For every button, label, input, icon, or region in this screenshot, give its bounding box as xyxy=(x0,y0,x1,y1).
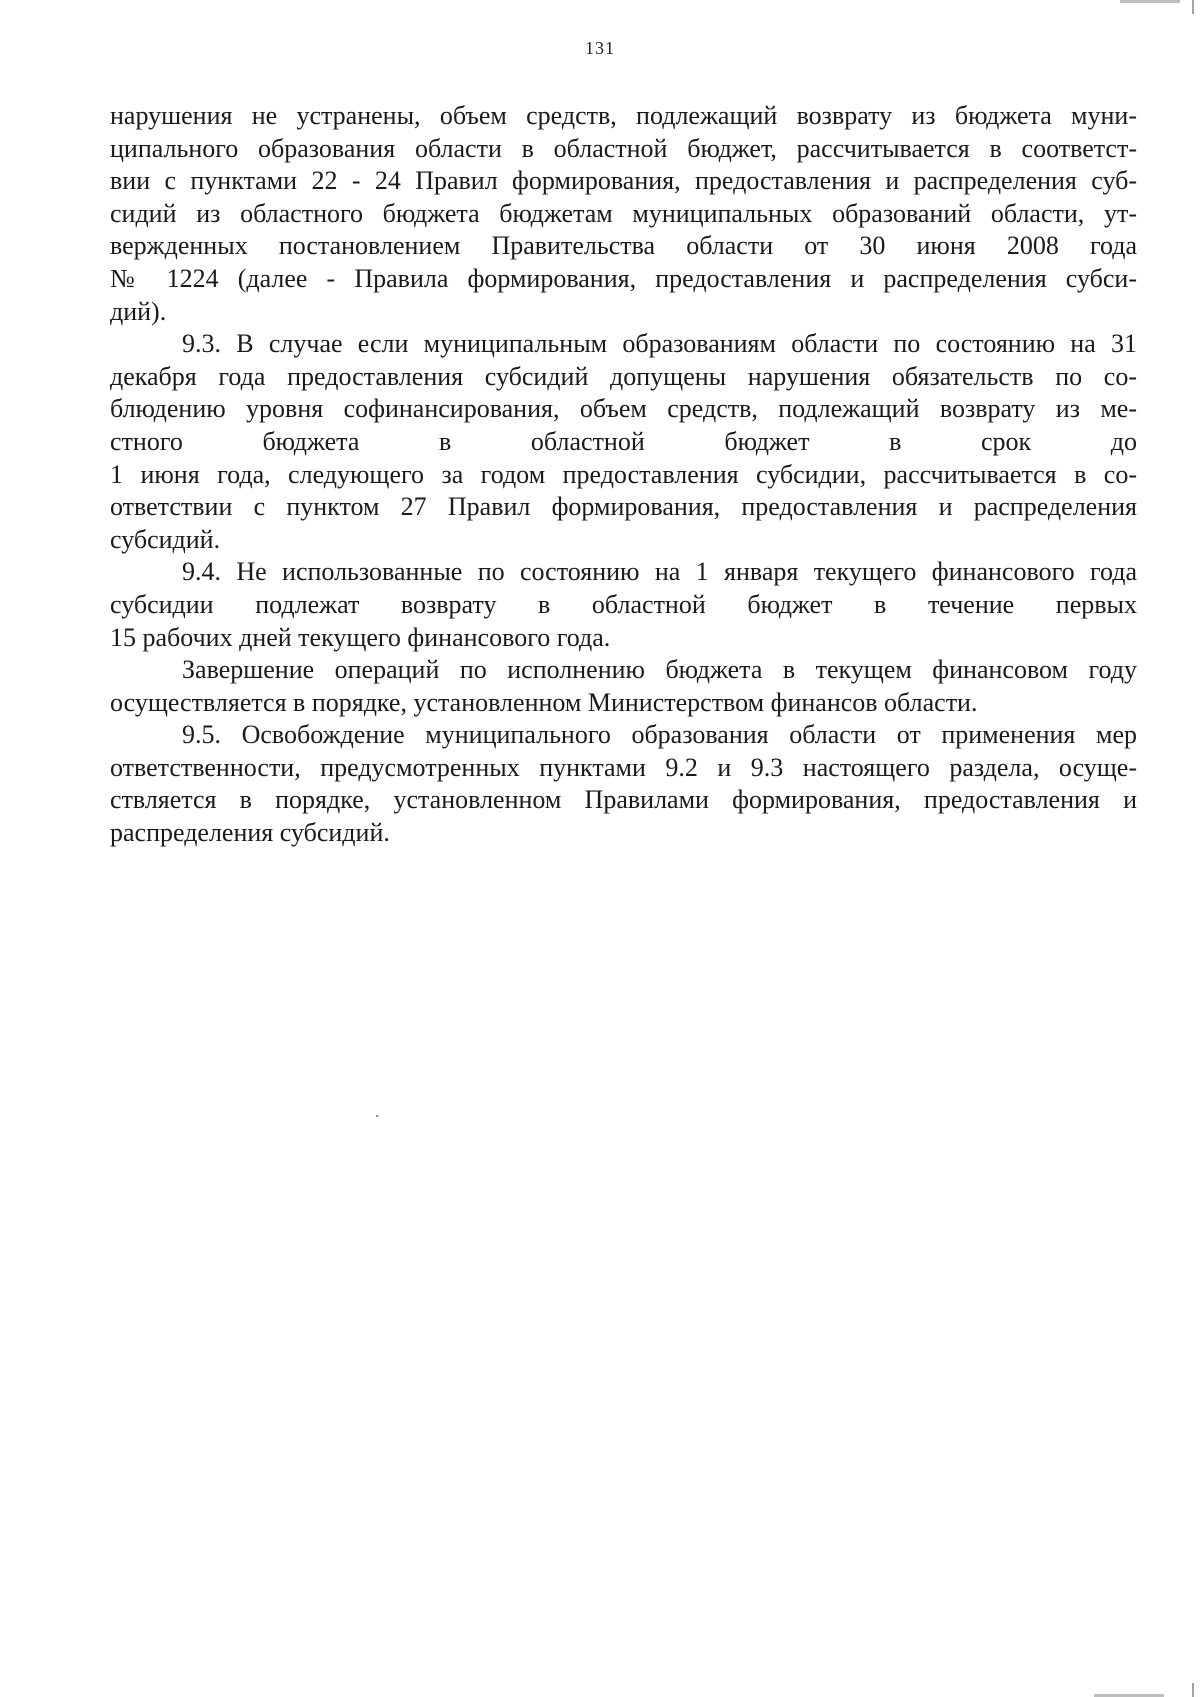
text-line: ствляется в порядке, установленном Правилами формирования, предоставления и xyxy=(110,785,1137,815)
text-line: 9.5. Освобождение муниципального образования области от применения мер xyxy=(182,720,1137,750)
text-line: сидий из областного бюджета бюджетам муниципальных образований области, ут- xyxy=(110,198,1137,228)
paragraph-continuation xyxy=(110,100,1137,328)
text-line: осуществляется в порядке, установленном Министерством финансов области. xyxy=(110,687,978,717)
text-line: ответственности, предусмотренных пунктами 9.2 и 9.3 настоящего раздела, осуще- xyxy=(110,752,1137,782)
scan-artifact-top-tick xyxy=(1192,0,1194,14)
text-line: субсидий. xyxy=(110,524,221,554)
text-line: № 1224 (далее - Правила формирования, предоставления и распределения субси- xyxy=(110,263,1137,293)
paragraph-9-3 xyxy=(110,328,1137,556)
scan-artifact-top xyxy=(1120,0,1180,3)
text-line: стного бюджета в областной бюджет в срок до xyxy=(110,426,1137,456)
scan-artifact-dot xyxy=(376,1115,378,1117)
paragraph-9-4 xyxy=(110,556,1137,654)
paragraph-9-5 xyxy=(110,719,1137,849)
text-line: дий). xyxy=(110,296,167,326)
text-line: Завершение операций по исполнению бюджета в текущем финансовом году xyxy=(182,655,1137,685)
text-line: вии с пунктами 22 - 24 Правил формирования, предоставления и распределения суб- xyxy=(110,166,1137,196)
text-line: субсидии подлежат возврату в областной бюджет в течение первых xyxy=(110,589,1137,619)
paragraph-budget-completion xyxy=(110,654,1137,719)
text-line: 1 июня года, следующего за годом предоставления субсидии, рассчитывается в со- xyxy=(110,459,1137,489)
text-line: ответствии с пунктом 27 Правил формирования, предоставления и распределения xyxy=(110,492,1137,522)
text-line: вержденных постановлением Правительства области от 30 июня 2008 года xyxy=(110,231,1137,261)
page-number: 131 xyxy=(585,38,615,58)
text-line: декабря года предоставления субсидий допущены нарушения обязательств по со- xyxy=(110,361,1137,391)
document-body xyxy=(110,100,1137,850)
text-line: 15 рабочих дней текущего финансового года. xyxy=(110,622,611,652)
text-line: нарушения не устранены, объем средств, подлежащий возврату из бюджета муни- xyxy=(110,101,1137,130)
text-line: 9.4. Не использованные по состоянию на 1 января текущего финансового года xyxy=(182,557,1137,587)
text-line: 9.3. В случае если муниципальным образованиям области по состоянию на 31 xyxy=(182,329,1137,359)
scan-artifact-bottom-tick xyxy=(1192,1683,1194,1697)
text-line: распределения субсидий. xyxy=(110,818,390,848)
text-line: ципального образования области в областной бюджет, рассчитывается в соответст- xyxy=(110,133,1137,163)
text-line: блюдению уровня софинансирования, объем средств, подлежащий возврату из ме- xyxy=(110,394,1137,424)
